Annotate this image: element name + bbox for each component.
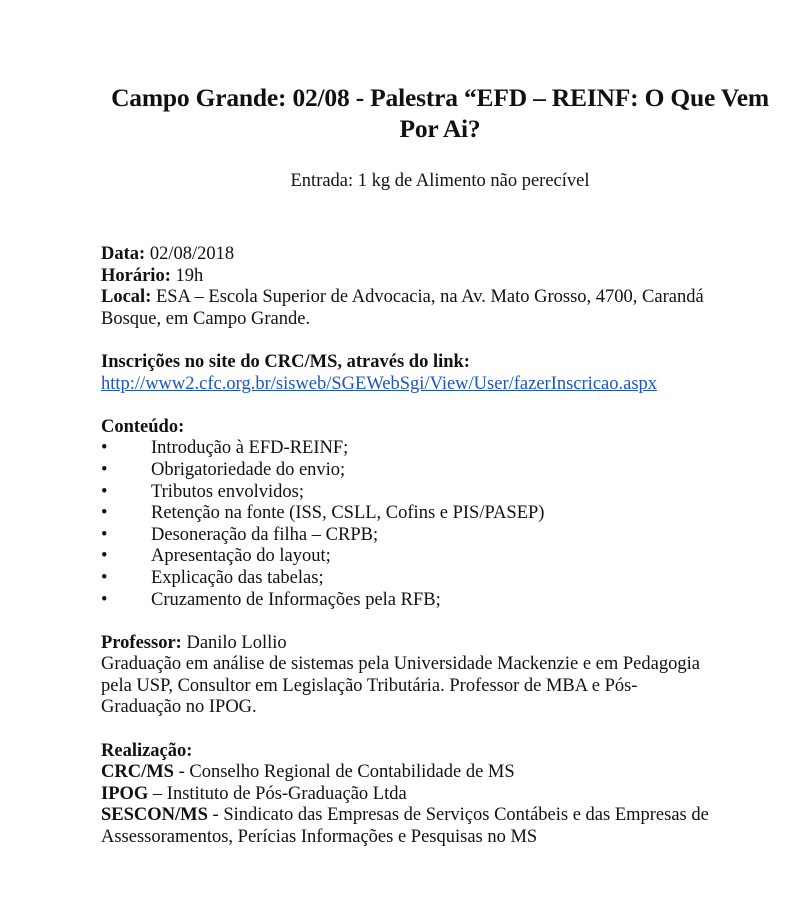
spacer (101, 611, 791, 633)
organizer-desc: – Instituto de Pós-Graduação Ltda (148, 783, 407, 804)
entry-requirement: Entrada: 1 kg de Alimento não perecível (290, 171, 590, 191)
realization-label: Realização: (101, 740, 193, 761)
location-line-2: Bosque, em Campo Grande. (101, 308, 311, 329)
registration-link[interactable]: http://www2.cfc.org.br/sisweb/SGEWebSgi/View/User/fazerInscricao.aspx (101, 373, 658, 394)
date-value: 02/08/2018 (145, 244, 235, 264)
time-label: Horário: (101, 265, 171, 286)
registration-label: Inscrições no site do CRC/MS, através do link: (101, 351, 470, 372)
content-heading (101, 417, 791, 439)
list-item (101, 503, 791, 525)
list-item (101, 590, 791, 612)
organizer-abbr: IPOG (101, 783, 149, 804)
spacer (101, 719, 791, 741)
list-item (101, 546, 791, 568)
spacer (101, 330, 791, 352)
location-value: ESA – Escola Superior de Advocacia, na Av. Mato Grosso, 4700, Carandá (151, 287, 704, 308)
page-title: Campo Grande: 02/08 - Palestra “EFD – REINF: O Que Vem Por Ai? (111, 83, 769, 143)
bullet-icon: • (101, 567, 108, 588)
bullet-icon: • (101, 589, 108, 610)
list-item-text: Desoneração da filha – CRPB; (151, 524, 379, 545)
list-item-text: Explicação das tabelas; (151, 567, 324, 588)
bullet-icon: • (101, 438, 108, 459)
location-label: Local: (101, 287, 152, 308)
professor-label: Professor: (101, 632, 182, 653)
list-item-text: Apresentação do layout; (151, 546, 331, 567)
list-item (101, 438, 791, 460)
organizer-desc: - Conselho Regional de Contabilidade de MS (173, 762, 515, 783)
list-item-text: Obrigatoriedade do envio; (151, 459, 346, 480)
list-item-text: Retenção na fonte (ISS, CSLL, Cofins e PIS/PASEP) (151, 503, 545, 524)
list-item (101, 525, 791, 547)
list-item-text: Introdução à EFD-REINF; (151, 438, 349, 459)
bullet-icon: • (101, 481, 108, 502)
professor-bio-2: pela USP, Consultor em Legislação Tributária. Professor de MBA e Pós- (101, 675, 638, 696)
list-item-text: Cruzamento de Informações pela RFB; (151, 589, 441, 610)
professor-name: Danilo Lollio (181, 632, 287, 653)
organizer-desc: - Sindicato das Empresas de Serviços Contábeis e das Empresas de (207, 805, 709, 826)
list-item-text: Tributos envolvidos; (151, 481, 304, 502)
bullet-icon: • (101, 546, 108, 567)
content-label: Conteúdo: (101, 416, 185, 437)
realization-heading (101, 741, 791, 763)
location-line (101, 287, 791, 309)
organizer-abbr: CRC/MS (101, 762, 174, 783)
organizer-ipog (101, 784, 791, 806)
professor-bio-3: Graduação no IPOG. (101, 697, 257, 718)
date-label: Data: (101, 244, 146, 264)
organizer-abbr: SESCON/MS (101, 805, 208, 826)
bullet-icon: • (101, 503, 108, 524)
professor-bio-1: Graduação em análise de sistemas pela Universidade Mackenzie e em Pedagogia (101, 654, 700, 675)
bullet-icon: • (101, 524, 108, 545)
list-item (101, 482, 791, 504)
spacer (101, 395, 791, 417)
date-line (101, 244, 791, 266)
time-line (101, 266, 791, 288)
bullet-icon: • (101, 459, 108, 480)
organizer-sescon-continuation: Assessoramentos, Perícias Informações e Pesquisas no MS (101, 827, 538, 848)
organizer-sescon (101, 805, 791, 827)
content-list (101, 438, 791, 611)
time-value: 19h (170, 265, 204, 286)
list-item (101, 460, 791, 482)
organizer-crc (101, 762, 791, 784)
registration-heading (101, 352, 791, 374)
professor-line (101, 633, 791, 655)
document-body (101, 244, 791, 849)
list-item (101, 568, 791, 590)
